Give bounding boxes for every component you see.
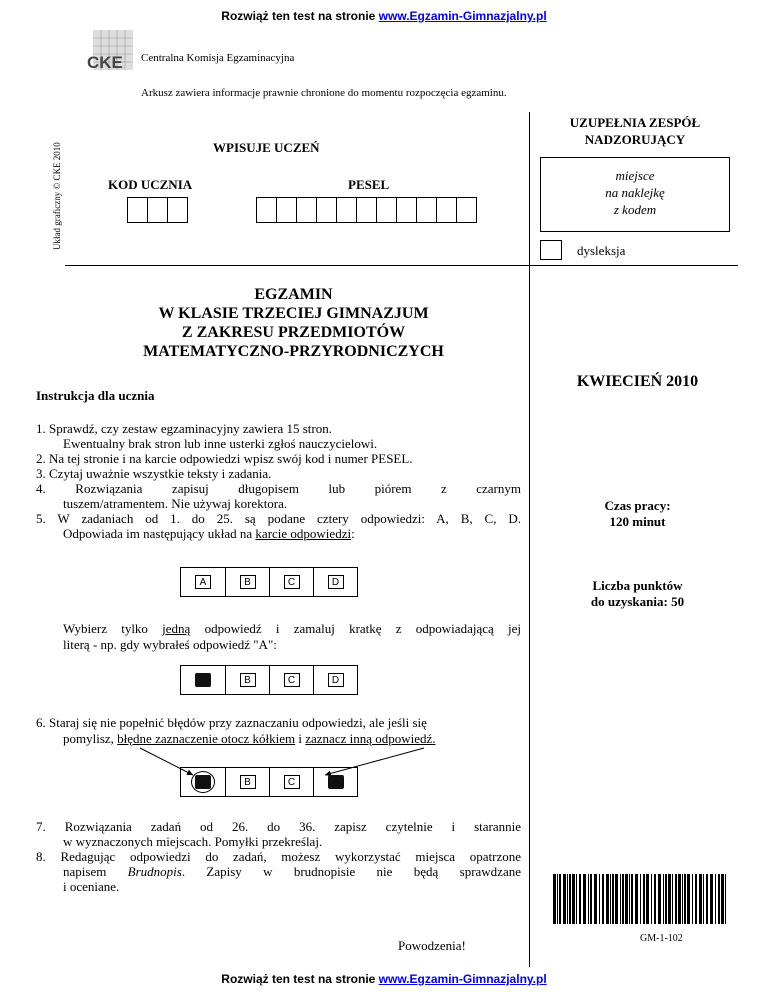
instruction-6b-other: zaznacz inną odpowiedź. — [305, 731, 436, 746]
answer-box-b: B — [240, 673, 256, 687]
barcode-bar — [572, 874, 575, 924]
answer-cell-d — [313, 768, 357, 796]
instruction-8c: i oceniane. — [63, 879, 120, 894]
instruction-6b-prefix: pomylisz, — [63, 731, 118, 746]
answer-cell-b — [225, 768, 269, 796]
barcode-bar — [668, 874, 671, 924]
barcode-bar — [622, 874, 624, 924]
barcode-bar — [682, 874, 683, 924]
barcode-bar — [620, 874, 621, 924]
instruction-7b: w wyznaczonych miejscach. Pomyłki przekreślaj. — [63, 834, 323, 849]
barcode-bar — [583, 874, 586, 924]
instruction-6b-circle: błędne zaznaczenie otocz kółkiem — [117, 731, 296, 746]
header-banner-text: Rozwiąż ten test na stronie — [221, 9, 379, 23]
side-copyright: Układ graficzny © CKE 2010 — [52, 142, 62, 250]
barcode-bar — [678, 874, 681, 924]
exam-title-line3: Z ZAKRESU PRZEDMIOTÓW — [181, 324, 406, 341]
barcode-bar — [579, 874, 581, 924]
barcode-bar — [658, 874, 661, 924]
answer-box-d: D — [328, 673, 344, 687]
barcode-bar — [640, 874, 641, 924]
barcode-bar — [687, 874, 690, 924]
points-info — [540, 578, 735, 610]
filled-mark — [328, 775, 344, 789]
barcode-bar — [559, 874, 561, 924]
time-info — [540, 498, 735, 530]
instruction-6b-mid: i — [295, 731, 306, 746]
answer-box-b: B — [240, 775, 256, 789]
instructions-title: Instrukcja dla ucznia — [36, 388, 155, 403]
instruction-4b: tuszem/atramentem. Nie używaj korektora. — [63, 496, 288, 511]
barcode-bar — [672, 874, 673, 924]
barcode-bar — [629, 874, 630, 924]
barcode-bar — [569, 874, 571, 924]
answer-box-c: C — [284, 575, 300, 589]
barcode-bar — [557, 874, 558, 924]
student-section-title: WPISUJE UCZEŃ — [213, 140, 320, 155]
exam-title-line2: W KLASIE TRZECIEJ GIMNAZJUM — [158, 305, 429, 322]
instruction-7: 7. Rozwiązania zadań od 26. do 36. zapisz czytelnie i starannie — [36, 819, 521, 834]
svg-text:CKE: CKE — [87, 53, 123, 72]
barcode-bar — [710, 874, 713, 924]
instruction-8b-suffix: . Zapisy w brudnopisie nie będą sprawdzane — [181, 864, 521, 879]
instruction-1b: Ewentualny brak stron lub inne usterki zgłoś nauczycielowi. — [63, 436, 378, 451]
footer-banner — [0, 972, 768, 986]
choose-suffix: odpowiedź i zamaluj kratkę z odpowiadającą jej — [190, 621, 521, 636]
pesel-label: PESEL — [348, 177, 390, 192]
footer-banner-text: Rozwiąż ten test na stronie — [221, 972, 379, 986]
barcode-bar — [594, 874, 597, 924]
points-label: Liczba punktów — [592, 578, 683, 593]
exam-date: KWIECIEŃ 2010 — [576, 373, 699, 390]
barcode-bar — [703, 874, 704, 924]
barcode-bar — [646, 874, 649, 924]
barcode-bar — [663, 874, 664, 924]
barcode-bar — [651, 874, 652, 924]
answer-cell-c — [269, 768, 313, 796]
good-luck: Powodzenia! — [398, 938, 466, 953]
sticker-line3: z kodem — [613, 202, 657, 217]
instruction-3: 3. Czytaj uważnie wszystkie teksty i zadania. — [36, 466, 272, 481]
barcode-bar — [721, 874, 724, 924]
barcode-bar — [567, 874, 568, 924]
choose-prefix: Wybierz tylko — [63, 621, 163, 636]
instruction-8: 8. Redagując odpowiedzi do zadań, możesz wykorzystać miejsca opatrzone — [36, 849, 521, 864]
barcode-bar — [692, 874, 693, 924]
instruction-2: 2. Na tej stronie i na karcie odpowiedzi wpisz swój kod i numer PESEL. — [36, 451, 413, 466]
barcode — [551, 874, 731, 924]
barcode-bar — [643, 874, 645, 924]
exam-title-line1: EGZAMIN — [254, 286, 333, 303]
barcode-bar — [635, 874, 638, 924]
time-label: Czas pracy: — [604, 498, 671, 513]
barcode-bar — [631, 874, 633, 924]
barcode-bar — [590, 874, 592, 924]
barcode-bar — [553, 874, 556, 924]
instruction-5: 5. W zadaniach od 1. do 25. są podane cztery odpowiedzi: A, B, C, D. — [36, 511, 521, 526]
instruction-1: 1. Sprawdź, czy zestaw egzaminacyjny zawiera 15 stron. — [36, 421, 332, 436]
exam-title-line4: MATEMATYCZNO-PRZYRODNICZYCH — [143, 343, 444, 360]
barcode-code: GM-1-102 — [640, 933, 683, 944]
supervisor-title-line1: UZUPEŁNIA ZESPÓŁ — [569, 115, 701, 130]
choose-one-underlined: jedną — [162, 621, 191, 636]
answer-cell-a — [181, 768, 225, 796]
barcode-bar — [606, 874, 609, 924]
points-value: do uzyskania: 50 — [590, 594, 685, 609]
barcode-bar — [599, 874, 600, 924]
barcode-bar — [588, 874, 589, 924]
circled-mark — [191, 771, 215, 793]
barcode-bar — [602, 874, 604, 924]
legal-notice: Arkusz zawiera informacje prawnie chronione do momentu rozpoczęcia egzaminu. — [141, 87, 507, 99]
barcode-bar — [725, 874, 726, 924]
answer-box-d: D — [328, 575, 344, 589]
brudnopis-italic: Brudnopis — [127, 864, 182, 879]
answer-box-c: C — [284, 775, 300, 789]
footer-banner-link[interactable]: www.Egzamin-Gimnazjalny.pl — [378, 972, 547, 986]
barcode-bar — [625, 874, 628, 924]
code-label: KOD UCZNIA — [108, 177, 193, 192]
instruction-4: 4. Rozwiązania zapisuj długopisem lub piórem z czarnym — [36, 481, 521, 496]
instruction-7-8 — [36, 819, 521, 894]
answer-box-b: B — [240, 575, 256, 589]
barcode-bar — [715, 874, 716, 924]
answer-example-corrected — [180, 767, 358, 797]
header-banner-link[interactable]: www.Egzamin-Gimnazjalny.pl — [378, 9, 547, 23]
instruction-8b — [36, 864, 521, 879]
answer-box-a: A — [195, 575, 211, 589]
org-name: Centralna Komisja Egzaminacyjna — [141, 52, 295, 64]
answer-box-c: C — [284, 673, 300, 687]
barcode-bar — [665, 874, 667, 924]
instruction-8b-prefix: napisem — [63, 864, 128, 879]
answer-card-ref: karcie odpowiedzi — [255, 526, 352, 541]
barcode-bar — [563, 874, 566, 924]
supervisor-title-line2: NADZORUJĄCY — [584, 132, 686, 147]
barcode-bar — [706, 874, 708, 924]
barcode-bar — [699, 874, 702, 924]
barcode-bar — [615, 874, 618, 924]
barcode-bar — [612, 874, 614, 924]
instruction-5b-prefix: Odpowiada im następujący układ na — [63, 526, 256, 541]
sticker-line2: na naklejkę — [605, 185, 665, 200]
barcode-bar — [576, 874, 577, 924]
instruction-6a: 6. Staraj się nie popełnić błędów przy zaznaczaniu odpowiedzi, ale jeśli się — [36, 715, 427, 730]
barcode-bar — [675, 874, 677, 924]
time-value: 120 minut — [609, 514, 666, 529]
barcode-bar — [610, 874, 611, 924]
barcode-bar — [654, 874, 656, 924]
filled-mark — [195, 775, 211, 789]
barcode-bar — [695, 874, 697, 924]
dyslexia-label: dysleksja — [577, 243, 626, 258]
choose-line2: literą - np. gdy wybrałeś odpowiedź "A": — [63, 637, 277, 652]
instruction-5b-suffix: : — [351, 526, 355, 541]
barcode-bar — [684, 874, 686, 924]
barcode-bar — [718, 874, 720, 924]
sticker-line1: miejsce — [615, 168, 655, 183]
